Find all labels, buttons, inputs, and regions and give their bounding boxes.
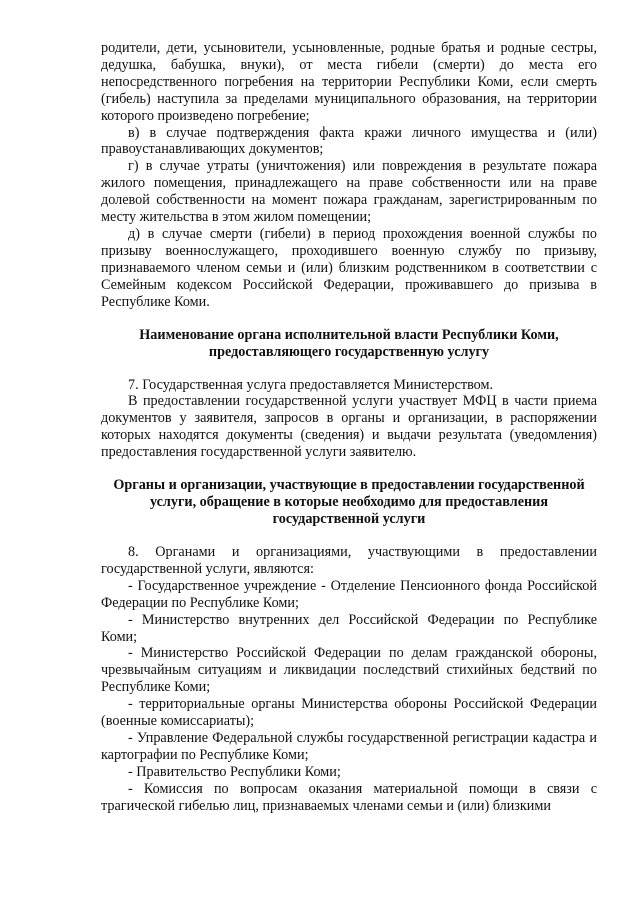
paragraph-mfc: В предоставлении государственной услуги участвует МФЦ в части приема документов у заявителя, запросов в органы и организации, в распоряжении которых находятся документы (сведения) и выдачи результата (уведомления) предоставления государственной услуги заявителю. (101, 393, 597, 461)
list-item-interior-ministry: - Министерство внутренних дел Российской Федерации по Республике Коми; (101, 611, 597, 645)
list-item-pension-fund: - Государственное учреждение - Отделение Пенсионного фонда Российской Федерации по Республике Коми; (101, 577, 597, 611)
document-body (101, 40, 597, 815)
list-item-defense-ministry: - территориальные органы Министерства обороны Российской Федерации (военные комиссариаты); (101, 696, 597, 730)
paragraph-item-d: д) в случае смерти (гибели) в период прохождения военной службы по призыву военнослужащего, проходившего военную службу по призыву, признаваемого членом семьи и (или) близким родственником в соответствии с Семейным кодексом Российской Федерации, проживавшего до призыва в Республике Коми. (101, 225, 597, 310)
paragraph-item-v: в) в случае подтверждения факта кражи личного имущества и (или) правоустанавливающих документов; (101, 124, 597, 158)
section-heading-organ: Наименование органа исполнительной власти Республики Коми, предоставляющего государственную услугу (139, 326, 559, 360)
list-item-commission: - Комиссия по вопросам оказания материальной помощи в связи с трагической гибелью лиц, признаваемых членами семьи и (или) близкими (101, 780, 597, 814)
list-item-registration-service: - Управление Федеральной службы государственной регистрации кадастра и картографии по Республике Коми; (101, 730, 597, 763)
section-heading-organizations: Органы и организации, участвующие в предоставлении государственной услуги, обращение в которые необходимо для предоставления государственной услуги (113, 477, 585, 528)
list-item-emergency-ministry: - Министерство Российской Федерации по делам гражданской обороны, чрезвычайным ситуациям и ликвидации последствий стихийных бедствий по Республике Коми; (101, 645, 597, 696)
paragraph-7: 7. Государственная услуга предоставляется Министерством. (128, 376, 494, 393)
paragraph-8: 8. Органами и организациями, участвующими в предоставлении государственной услуги, являются: (101, 544, 597, 577)
list-item-government: - Правительство Республики Коми; (128, 763, 341, 780)
paragraph-item-g: г) в случае утраты (уничтожения) или повреждения в результате пожара жилого помещения, принадлежащего на праве собственности или на праве долевой собственности на момент пожара гражданам, зарегистрированным по месту жительства в этом жилом помещении; (101, 158, 597, 226)
paragraph-continuation: родители, дети, усыновители, усыновленные, родные братья и родные сестры, дедушка, бабушка, внуки), от места гибели (смерти) до места его непосредственного погребения на территории Республики Коми, если смерть (гибель) наступила за пределами муниципального образования, на территории которого произведено погребение; (101, 40, 597, 124)
